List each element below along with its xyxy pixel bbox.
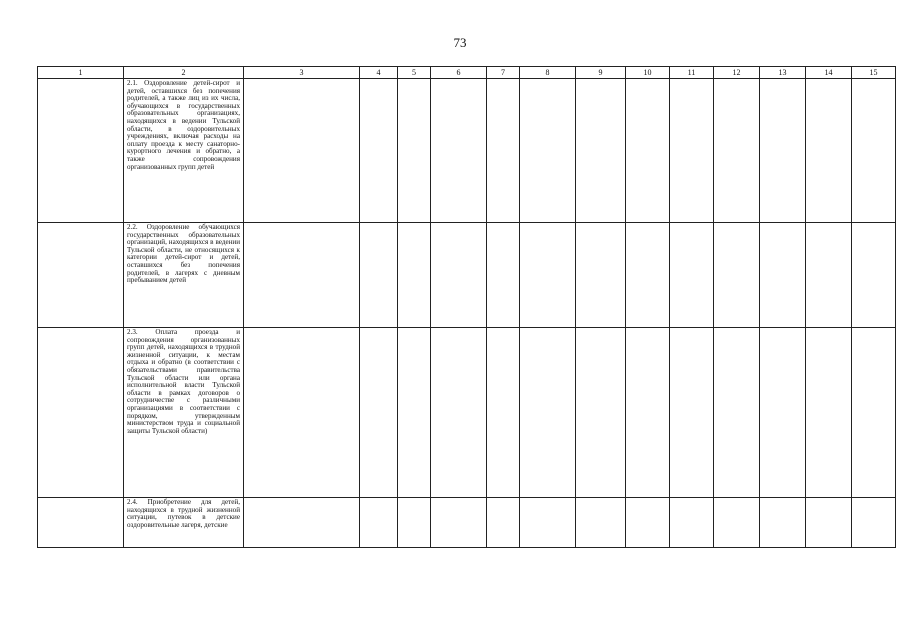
table-cell: [244, 498, 360, 548]
table-cell: [38, 498, 124, 548]
table-cell: [244, 79, 360, 223]
table-cell: [852, 79, 896, 223]
table-cell: [714, 79, 760, 223]
table-cell: [714, 498, 760, 548]
table-cell: [360, 498, 398, 548]
table-cell: [520, 498, 576, 548]
row-description: 2.3. Оплата проезда и сопровождения организованных групп детей, находящихся в трудной жизненной ситуации, к местам отдыха и обратно (в соответствии с обязательствами правительства Тульской области или органа исполнительной власти Тульской области в рамках договоров о сотрудничестве с различными организациями в соответствии с порядком, утвержденным министерством труда и социальной защиты Тульской области): [124, 328, 244, 498]
column-number: 10: [626, 67, 670, 79]
table-cell: [360, 223, 398, 328]
table-cell: [806, 498, 852, 548]
table-cell: [360, 328, 398, 498]
table-cell: [244, 328, 360, 498]
table-cell: [626, 498, 670, 548]
column-number: 9: [576, 67, 626, 79]
column-number-row: [38, 67, 896, 79]
table-row: [38, 223, 896, 328]
column-number: 4: [360, 67, 398, 79]
table-cell: [626, 79, 670, 223]
table-cell: [852, 223, 896, 328]
budget-table: [37, 66, 896, 548]
column-number: 7: [487, 67, 520, 79]
column-number: 5: [398, 67, 431, 79]
table-cell: [576, 498, 626, 548]
table-cell: [487, 498, 520, 548]
column-number: 8: [520, 67, 576, 79]
table-cell: [487, 328, 520, 498]
table-cell: [431, 79, 487, 223]
table-cell: [852, 328, 896, 498]
table-cell: [487, 223, 520, 328]
table-cell: [38, 79, 124, 223]
column-number: 3: [244, 67, 360, 79]
table-cell: [244, 223, 360, 328]
table-cell: [576, 79, 626, 223]
table-cell: [670, 498, 714, 548]
table-cell: [852, 498, 896, 548]
column-number: 12: [714, 67, 760, 79]
column-number: 1: [38, 67, 124, 79]
table-cell: [431, 328, 487, 498]
column-number: 11: [670, 67, 714, 79]
table-cell: [398, 79, 431, 223]
table-cell: [806, 79, 852, 223]
column-number: 14: [806, 67, 852, 79]
table-cell: [431, 498, 487, 548]
column-number: 15: [852, 67, 896, 79]
table-cell: [487, 79, 520, 223]
table-cell: [38, 223, 124, 328]
table-cell: [670, 223, 714, 328]
table-cell: [760, 498, 806, 548]
table-cell: [576, 223, 626, 328]
table-cell: [576, 328, 626, 498]
row-description: 2.4. Приобретение для детей, находящихся в трудной жизненной ситуации, путевок в детские оздоровительные лагеря, детские: [124, 498, 244, 548]
table-cell: [626, 328, 670, 498]
table-cell: [38, 328, 124, 498]
table-cell: [806, 223, 852, 328]
table-cell: [806, 328, 852, 498]
table-cell: [431, 223, 487, 328]
table-cell: [670, 79, 714, 223]
table-row: [38, 328, 896, 498]
table-cell: [398, 498, 431, 548]
table-cell: [626, 223, 670, 328]
table-row: [38, 498, 896, 548]
table-row: [38, 79, 896, 223]
table-cell: [760, 79, 806, 223]
table-cell: [760, 223, 806, 328]
table-cell: [360, 79, 398, 223]
table-cell: [714, 223, 760, 328]
table-cell: [520, 79, 576, 223]
row-description: 2.1. Оздоровление детей-сирот и детей, оставшихся без попечения родителей, а также лиц из их числа, обучающихся в государственных образовательных организациях, находящихся в ведении Тульской области, в оздоровительных учреждениях, включая расходы на оплату проезда к месту санаторно-курортного лечения и обратно, а также сопровождения организованных групп детей: [124, 79, 244, 223]
table-cell: [670, 328, 714, 498]
row-description: 2.2. Оздоровление обучающихся государственных образовательных организаций, находящихся в ведении Тульской области, не относящихся к категории детей-сирот и детей, оставшихся без попечения родителей, в лагерях с дневным пребыванием детей: [124, 223, 244, 328]
column-number: 6: [431, 67, 487, 79]
column-number: 2: [124, 67, 244, 79]
page-number: 73: [453, 35, 467, 50]
table-cell: [760, 328, 806, 498]
table-cell: [398, 328, 431, 498]
table-cell: [520, 223, 576, 328]
table-cell: [520, 328, 576, 498]
table-cell: [398, 223, 431, 328]
table-cell: [714, 328, 760, 498]
column-number: 13: [760, 67, 806, 79]
